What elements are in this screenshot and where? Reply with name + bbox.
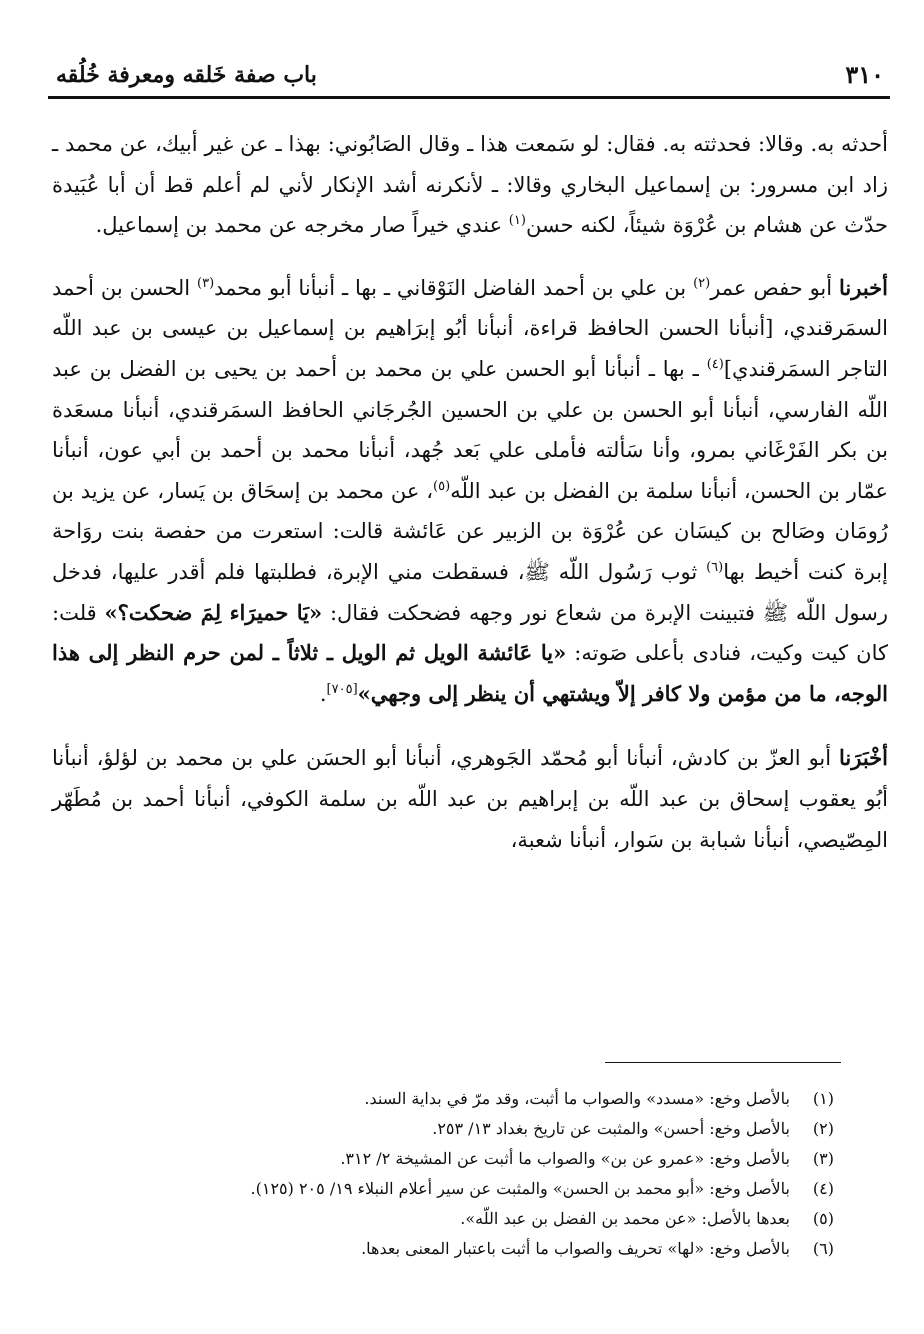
hadith-quote: «يا عَائشة الويل ثم الويل ـ ثلاثاً ـ لمن حرم النظر إلى هذا الوجه، ما من مؤمن ولا كافر إلاّ ويشتهي أن ينظر إلى وجهي» bbox=[52, 640, 888, 706]
footnote-ref: (١) bbox=[508, 213, 526, 229]
footnote-text: بالأصل وخع: «أبو محمد بن الحسن» والمثبت عن سير أعلام النبلاء ١٩/ ٢٠٥ (١٢٥). bbox=[250, 1179, 790, 1198]
footnote-number: (٥) bbox=[812, 1209, 834, 1228]
page-header bbox=[48, 58, 888, 94]
isnad-lead: أخْبَرَنا bbox=[839, 745, 888, 771]
paragraph-text: الحسن بن أحمد السمَرقندي، [أنبأنا الحسن الحافظ قراءة، أنبأنا أبُو إبرَاهيم بن إسماعيل بن عيسى بن عبد اللّه التاجر السمَرقندي] bbox=[52, 275, 889, 381]
paragraph-text: قلت: كان كيت وكيت، فنادى بأعلى صَوته: bbox=[52, 600, 888, 666]
footnote-number: (٢) bbox=[812, 1119, 834, 1138]
footnote-item bbox=[170, 1084, 834, 1114]
footnote-item bbox=[170, 1144, 834, 1174]
main-text bbox=[52, 124, 888, 860]
paragraph-text: عندي خيراً صار مخرجه عن محمد بن إسماعيل. bbox=[95, 213, 509, 238]
page-number: ٣١٠ bbox=[845, 60, 884, 89]
paragraph-text: ـ بها ـ أنبأنا أبو الحسن علي بن محمد بن أحمد بن يحيى بن الفضل بن عبد اللّه الفارسي، أنبأنا أبو الحسن بن علي بن الحسين الجُرجَاني الحافظ السمَرقندي، أنبأنا مسعَدة بن بكر الفَرْغَاني بمرو، وأنا سَألته فأملى علي بَعد جُهد، أنبأنا محمد بن أحمد بن أبي عون، أنبأنا عمّار بن الحسن، أنبأنا سلمة بن الفضل بن عبد اللّه bbox=[52, 356, 888, 503]
paragraph-text: بن علي بن أحمد الفاضل النَوْقاني ـ بها ـ أنبأنا أبو محمد bbox=[214, 275, 694, 300]
footnote-number: (١) bbox=[812, 1089, 834, 1108]
footnote-item bbox=[170, 1114, 834, 1144]
footnote-number: (٤) bbox=[812, 1179, 834, 1198]
footnote-text: بالأصل وخع: «عمرو عن بن» والصواب ما أثبت عن المشيخة ٢/ ٣١٢. bbox=[340, 1149, 790, 1168]
footnote-text: بعدها بالأصل: «عن محمد بن الفضل بن عبد اللّه». bbox=[460, 1209, 790, 1228]
isnad-lead: أخبرنا bbox=[839, 274, 888, 300]
footnote-ref: (٦) bbox=[706, 559, 724, 575]
footnote-number: (٣) bbox=[812, 1149, 834, 1168]
paragraph-text: أبو العزّ بن كادش، أنبأنا أبو مُحمّد الجَوهري، أنبأنا أبو الحسَن علي بن محمد بن لؤلؤ، أنبأنا أبُو يعقوب إسحاق بن عبد اللّه بن إبراهيم بن عبد اللّه بن سلمة الكوفي، أنبأنا أحمد بن مُطَهّر المِصّيصي، أنبأنا شبابة بن سَوار، أنبأنا شعبة، bbox=[52, 746, 888, 852]
hadith-quote: «يَا حميرَاء لِمَ ضحكت؟» bbox=[104, 599, 323, 625]
chapter-title: باب صفة خَلقه ومعرفة خُلُقه bbox=[56, 62, 317, 88]
header-divider bbox=[48, 96, 890, 99]
footnote-item bbox=[170, 1174, 834, 1204]
paragraph-text: أحدثه به. وقالا: فحدثته به. فقال: لو سَمعت هذا ـ وقال الصَابُوني: بهذا ـ عن غير أبيك، عن محمد ـ زاد ابن مسرور: بن إسماعيل البخاري وقالا: ـ لأنكرنه أشد الإنكار لأني لم أعلم قط أن أبا عُبَيدة حدّث عن هشام بن عُرْوَة شيئاً، لكنه حسن bbox=[52, 132, 888, 238]
paragraph-text: ثوب رَسُول اللّه ﷺ، فسقطت مني الإبرة، فطلبتها فلم أقدر عليها، فدخل رسول اللّه ﷺ فتبينت الإبرة من شعاع نور وجهه فضحكت فقال: bbox=[52, 559, 888, 625]
paragraph-1 bbox=[52, 124, 888, 246]
footnote-number: (٦) bbox=[812, 1239, 834, 1258]
footnote-text: بالأصل وخع: «مسدد» والصواب ما أثبت، وقد مرّ في بداية السند. bbox=[364, 1089, 790, 1108]
footnote-ref: (٥) bbox=[433, 478, 451, 494]
footnote-ref: (٢) bbox=[693, 275, 711, 291]
footnotes bbox=[170, 1084, 834, 1264]
footnote-text: بالأصل وخع: أحسن» والمثبت عن تاريخ بغداد ١٣/ ٢٥٣. bbox=[432, 1119, 790, 1138]
paragraph-text: أبو حفص عمر bbox=[710, 275, 839, 300]
hadith-number: [٧٠٥] bbox=[326, 681, 358, 697]
paragraph-3 bbox=[52, 738, 888, 860]
footnote-ref: (٣) bbox=[197, 275, 215, 291]
footnote-item bbox=[170, 1204, 834, 1234]
paragraph-end: . bbox=[319, 681, 327, 706]
paragraph-text: ، عن محمد بن إسحَاق بن يَسار، عن يزيد بن رُومَان وصَالح بن كيسَان عن عُرْوَة بن الزبير عن عَائشة قالت: استعرت من حفصة بنت روَاحة إبرة كنت أخيط بها bbox=[52, 478, 888, 584]
footnote-divider bbox=[605, 1062, 841, 1063]
paragraph-2 bbox=[52, 268, 888, 715]
footnote-item bbox=[170, 1234, 834, 1264]
footnote-ref: (٤) bbox=[706, 356, 724, 372]
footnote-text: بالأصل وخع: «لها» تحريف والصواب ما أثبت باعتبار المعنى بعدها. bbox=[361, 1239, 790, 1258]
